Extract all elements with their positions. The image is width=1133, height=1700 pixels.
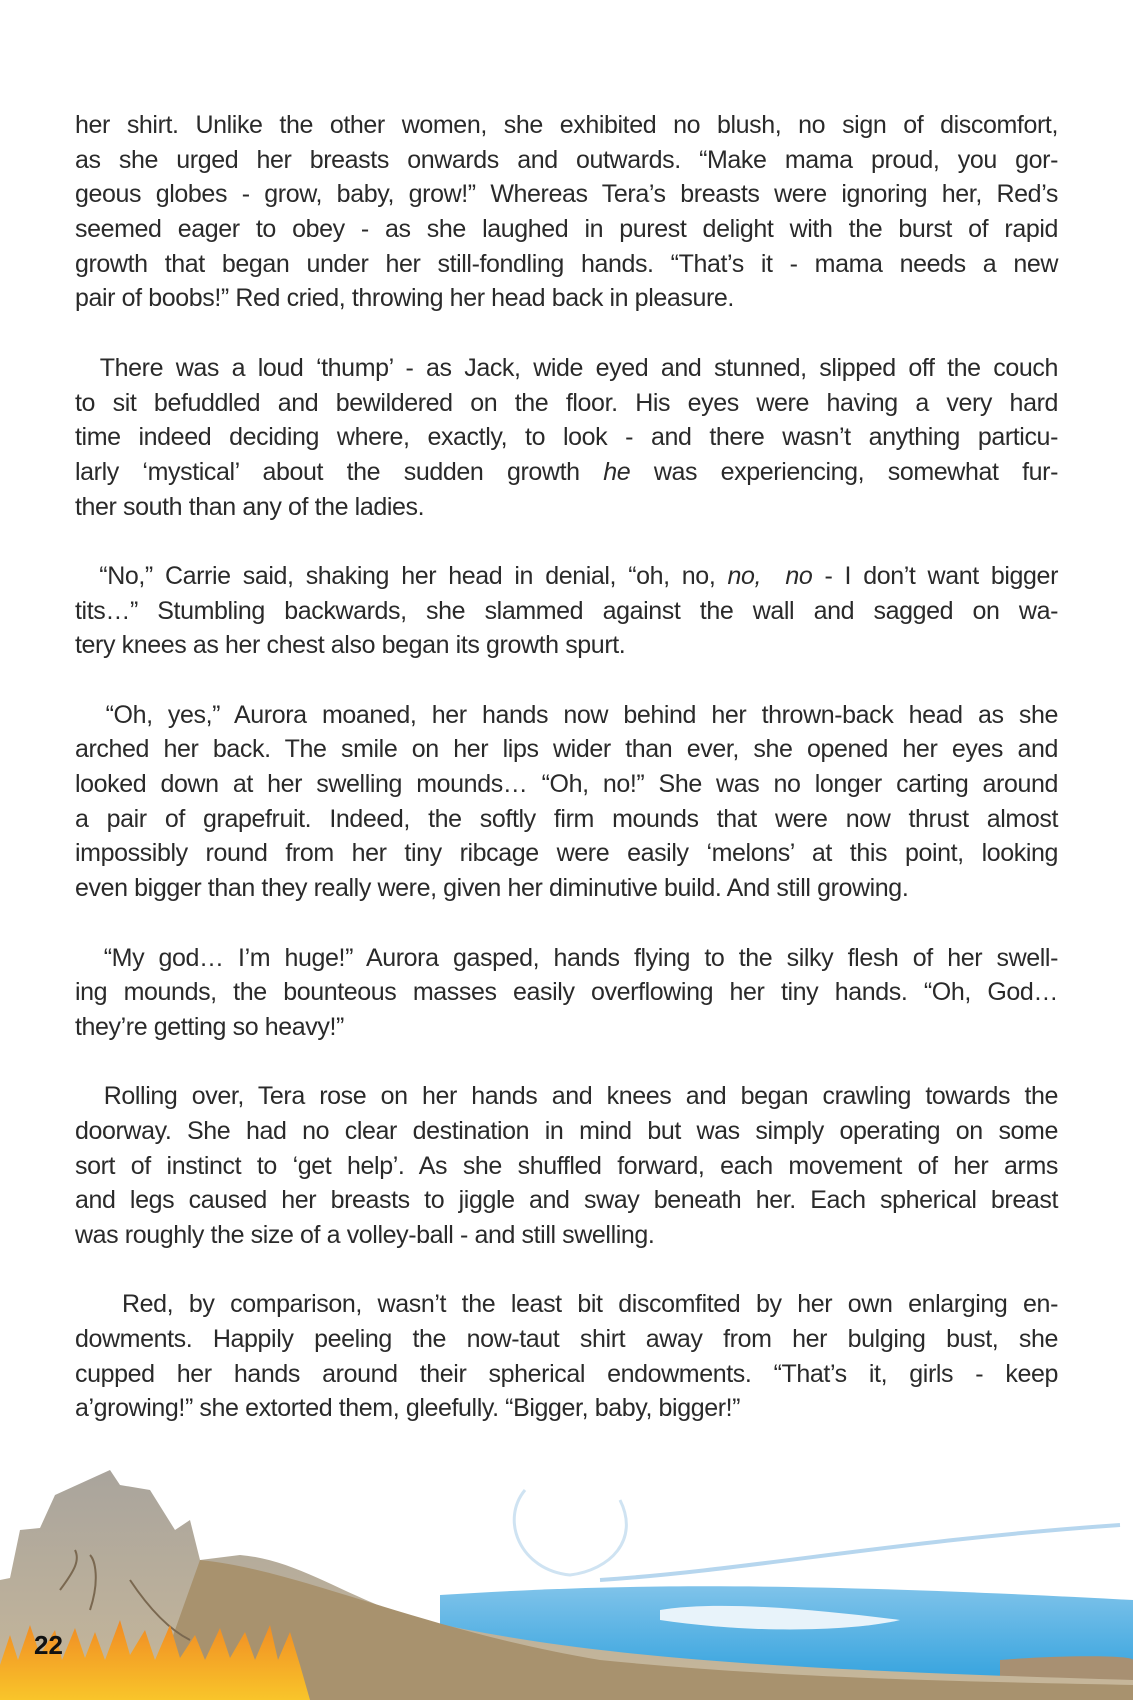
body-text bbox=[75, 108, 1058, 1461]
text-line: Rolling over, Tera rose on her hands and knees and began crawling towards the bbox=[75, 1082, 1058, 1111]
page-number: 22 bbox=[34, 1630, 63, 1660]
text-line: tery knees as her chest also began its growth spurt. bbox=[75, 631, 626, 660]
italic-text: he bbox=[603, 457, 631, 486]
text-line: even bigger than they really were, given her diminutive build. And still growing. bbox=[75, 874, 909, 903]
text-line: “Oh, yes,” Aurora moaned, her hands now behind her thrown-back head as she bbox=[75, 700, 1058, 729]
text-line: they’re getting so heavy!” bbox=[75, 1012, 344, 1041]
text-line: as she urged her breasts onwards and outwards. “Make mama proud, you gor- bbox=[75, 145, 1058, 174]
text-line: impossibly round from her tiny ribcage were easily ‘melons’ at this point, looking bbox=[75, 839, 1058, 868]
text-segment bbox=[761, 562, 785, 590]
text-line: a pair of grapefruit. Indeed, the softly firm mounds that were now thrust almost bbox=[75, 804, 1058, 833]
text-line: looked down at her swelling mounds… “Oh, no!” She was no longer carting around bbox=[75, 770, 1058, 799]
text-line: ing mounds, the bounteous masses easily overflowing her tiny hands. “Oh, God… bbox=[75, 978, 1058, 1007]
paragraph bbox=[75, 351, 1058, 524]
text-line: doorway. She had no clear destination in mind but was simply operating on some bbox=[75, 1116, 1058, 1145]
text-line: pair of boobs!” Red cried, throwing her head back in pleasure. bbox=[75, 284, 734, 313]
text-line: “My god… I’m huge!” Aurora gasped, hands flying to the silky flesh of her swell- bbox=[75, 943, 1058, 972]
italic-text: no, bbox=[727, 561, 762, 590]
text-line: cupped her hands around their spherical endowments. “That’s it, girls - keep bbox=[75, 1359, 1058, 1388]
text-segment: - I don’t want bigger bbox=[812, 561, 1058, 590]
text-segment: larly ‘mystical’ about the sudden growth bbox=[75, 457, 604, 486]
text-line: ther south than any of the ladies. bbox=[75, 492, 425, 521]
text-line: sort of instinct to ‘get help’. As she shuffled forward, each movement of her arms bbox=[75, 1151, 1058, 1180]
mountain-fire-sea-illustration bbox=[0, 1460, 1133, 1700]
text-line bbox=[75, 455, 1058, 490]
paragraph bbox=[75, 559, 1058, 663]
text-line: to sit befuddled and bewildered on the floor. His eyes were having a very hard bbox=[75, 388, 1058, 417]
text-line: was roughly the size of a volley-ball - and still swelling. bbox=[75, 1221, 655, 1249]
text-line: Red, by comparison, wasn’t the least bit discomfited by her own enlarging en- bbox=[75, 1290, 1058, 1319]
text-line: geous globes - grow, baby, grow!” Whereas Tera’s breasts were ignoring her, Red’s bbox=[75, 180, 1058, 209]
text-line: growth that began under her still-fondling hands. “That’s it - mama needs a new bbox=[75, 249, 1058, 278]
text-line: a’growing!” she extorted them, gleefully. “Bigger, baby, bigger!” bbox=[75, 1394, 741, 1423]
paragraph bbox=[75, 1079, 1058, 1252]
text-line: and legs caused her breasts to jiggle and sway beneath her. Each spherical breast bbox=[75, 1186, 1058, 1215]
paragraph bbox=[75, 108, 1058, 316]
text-line: seemed eager to obey - as she laughed in purest delight with the burst of rapid bbox=[75, 215, 1058, 244]
text-line: tits…” Stumbling backwards, she slammed against the wall and sagged on wa- bbox=[75, 596, 1058, 625]
text-line: There was a loud ‘thump’ - as Jack, wide eyed and stunned, slipped off the couch bbox=[75, 353, 1058, 382]
text-line: time indeed deciding where, exactly, to look - and there wasn’t anything particu- bbox=[75, 423, 1058, 452]
text-line bbox=[75, 559, 1058, 594]
italic-text: no bbox=[785, 561, 813, 590]
text-line: dowments. Happily peeling the now-taut shirt away from her bulging bust, she bbox=[75, 1325, 1058, 1354]
text-line: her shirt. Unlike the other women, she exhibited no blush, no sign of discomfort, bbox=[75, 111, 1058, 139]
text-line: arched her back. The smile on her lips wider than ever, she opened her eyes and bbox=[75, 735, 1058, 764]
paragraph bbox=[75, 941, 1058, 1045]
paragraph bbox=[75, 698, 1058, 906]
text-segment: was experiencing, somewhat fur- bbox=[630, 457, 1058, 486]
text-segment: “No,” Carrie said, shaking her head in denial, “oh, no, bbox=[75, 561, 728, 590]
paragraph bbox=[75, 1287, 1058, 1426]
